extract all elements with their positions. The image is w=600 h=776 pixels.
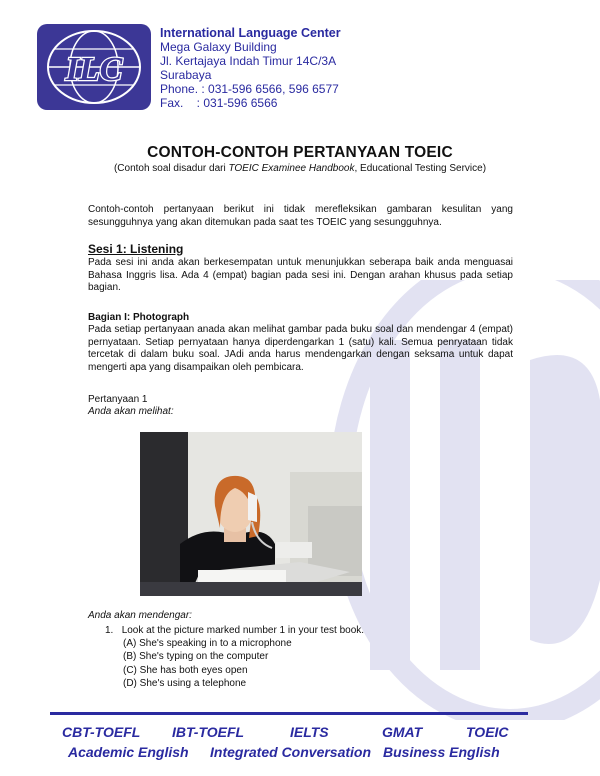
subtitle-post: , Educational Testing Service) — [354, 163, 487, 174]
hear-instruction: Anda akan mendengar: — [88, 610, 192, 621]
footer-academic-english: Academic English — [68, 744, 189, 760]
question-label: Pertanyaan 1 — [88, 394, 148, 405]
org-contact-block — [160, 26, 341, 110]
option-b: (B) She's typing on the computer — [123, 651, 269, 663]
section1-heading: Sesi 1: Listening — [88, 242, 184, 256]
question-prompt — [105, 624, 364, 637]
footer-ibt-toefl: IBT-TOEFL — [172, 724, 245, 740]
footer-toeic: TOEIC — [466, 724, 509, 740]
page-title: CONTOH-CONTOH PERTANYAAN TOEIC — [147, 144, 453, 161]
part1-text: Pada setiap pertanyaan anada akan melihat gambar pada buku soal dan mendengar 4 (empat) pernyataan. Setiap pernyataan hanya diperdengarkan 1 (satu) kali. Semua penryataan tidak tercetak di dalam buku soal. JAdi anda harus mendengarkan dengan seksama untuk dapat mengerti apa yang disampaikan oleh pembicara. — [88, 324, 513, 373]
intro-paragraph: Contoh-contoh pertanyaan berikut ini tidak merefleksikan gambaran kesulitan yang sesungguhnya yang akan ditemukan pada saat tes TOEIC yang sesungguhnya. — [88, 204, 513, 228]
question-text: Look at the picture marked number 1 in your test book. — [121, 625, 365, 636]
footer-cbt-toefl: CBT-TOEFL — [62, 724, 141, 740]
address-city: Surabaya — [160, 68, 212, 82]
option-c: (C) She has both eyes open — [123, 664, 248, 676]
see-instruction: Anda akan melihat: — [88, 406, 174, 417]
office-woman-telephone-photo — [140, 432, 362, 596]
footer-business-english: Business English — [383, 744, 500, 760]
fax-line: Fax. : 031-596 6566 — [160, 96, 278, 110]
question-number: 1. — [105, 625, 114, 636]
phone-line: Phone. : 031-596 6566, 596 6577 — [160, 82, 339, 96]
subtitle-pre: (Contoh soal disadur dari — [113, 163, 229, 174]
ilc-logo — [37, 24, 151, 110]
org-name: International Language Center — [160, 26, 341, 40]
logo-text: ILC — [65, 51, 123, 88]
option-d: (D) She's using a telephone — [123, 677, 247, 689]
option-a: (A) She's speaking in to a microphone — [123, 638, 292, 650]
part1-heading: Bagian I: Photograph — [88, 312, 190, 323]
footer-divider — [50, 712, 528, 715]
question-1 — [105, 624, 364, 690]
address-line-2: Jl. Kertajaya Indah Timur 14C/3A — [160, 54, 337, 68]
subtitle-source: TOEIC Examinee Handbook — [228, 163, 355, 174]
footer-gmat: GMAT — [382, 724, 423, 740]
address-line-1: Mega Galaxy Building — [160, 40, 277, 54]
page-subtitle — [0, 163, 600, 174]
footer-integrated-conversation: Integrated Conversation — [210, 744, 372, 760]
section1-text: Pada sesi ini anda akan berkesempatan untuk menunjukkan seberapa baik anda menguasai Bahasa Inggris lisa. Ada 4 (empat) bagian pada sesi ini. Dengan arahan khusus pada setiap bagian. — [88, 257, 513, 294]
footer-ielts: IELTS — [290, 724, 329, 740]
